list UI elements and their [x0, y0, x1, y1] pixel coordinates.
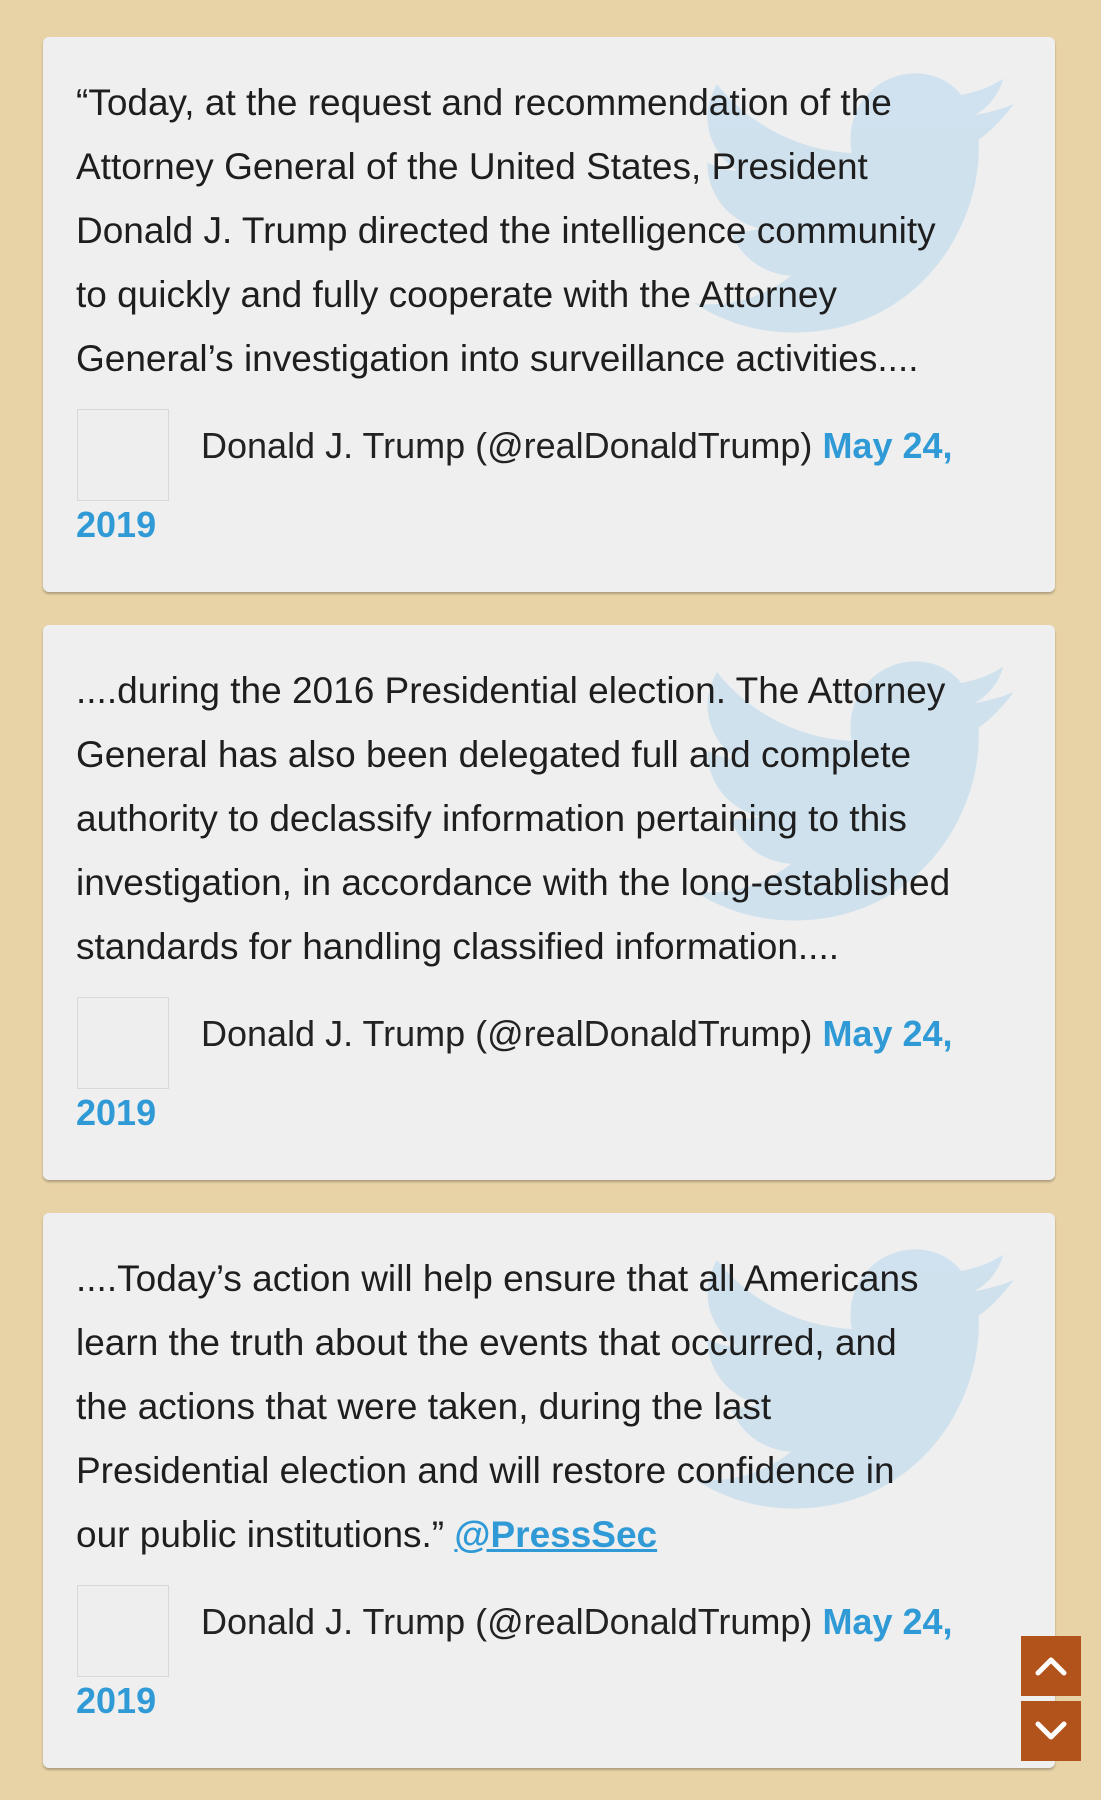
tweet-card [43, 625, 1055, 1180]
tweet-date-link[interactable]: May 24, [822, 1601, 953, 1642]
tweet-byline [201, 422, 953, 470]
tweet-date-link[interactable]: May 24, [822, 425, 953, 466]
tweet-byline [201, 1598, 953, 1646]
tweet-body: “Today, at the request and recommendation of the Attorney General of the United States, President Donald J. Trump directed the intelligence community to quickly and fully cooperate with the Attorney General’s investigation into surveillance activities.... [76, 82, 936, 379]
scroll-up-button[interactable] [1021, 1636, 1081, 1696]
mention-link[interactable]: @PressSec [454, 1514, 658, 1555]
tweet-date-year-link[interactable]: 2019 [76, 504, 157, 545]
tweet-date-year-link[interactable]: 2019 [76, 1092, 157, 1133]
tweet-text [76, 659, 1036, 979]
scroll-down-button[interactable] [1021, 1701, 1081, 1761]
tweet-text [76, 1247, 1036, 1567]
tweet-date-year-link[interactable]: 2019 [76, 1680, 157, 1721]
tweet-byline [201, 1010, 953, 1058]
chevron-down-icon [1034, 1720, 1068, 1742]
tweet-date-link[interactable]: May 24, [822, 1013, 953, 1054]
author-name: Donald J. Trump (@realDonaldTrump) [201, 1601, 813, 1642]
tweet-text [76, 71, 1036, 391]
author-name: Donald J. Trump (@realDonaldTrump) [201, 1013, 813, 1054]
avatar[interactable] [77, 997, 169, 1089]
tweet-card [43, 1213, 1055, 1768]
tweet-body: ....during the 2016 Presidential election. The Attorney General has also been delegated full and complete authority to declassify information pertaining to this investigation, in accordance with the long-established standards for handling classified information.... [76, 670, 951, 967]
author-name: Donald J. Trump (@realDonaldTrump) [201, 425, 813, 466]
chevron-up-icon [1034, 1655, 1068, 1677]
tweet-card [43, 37, 1055, 592]
avatar[interactable] [77, 1585, 169, 1677]
tweet-body: ....Today’s action will help ensure that all Americans learn the truth about the events that occurred, and the actions that were taken, during the last Presidential election and will restore confidence in our public institutions.” [76, 1258, 919, 1555]
avatar[interactable] [77, 409, 169, 501]
